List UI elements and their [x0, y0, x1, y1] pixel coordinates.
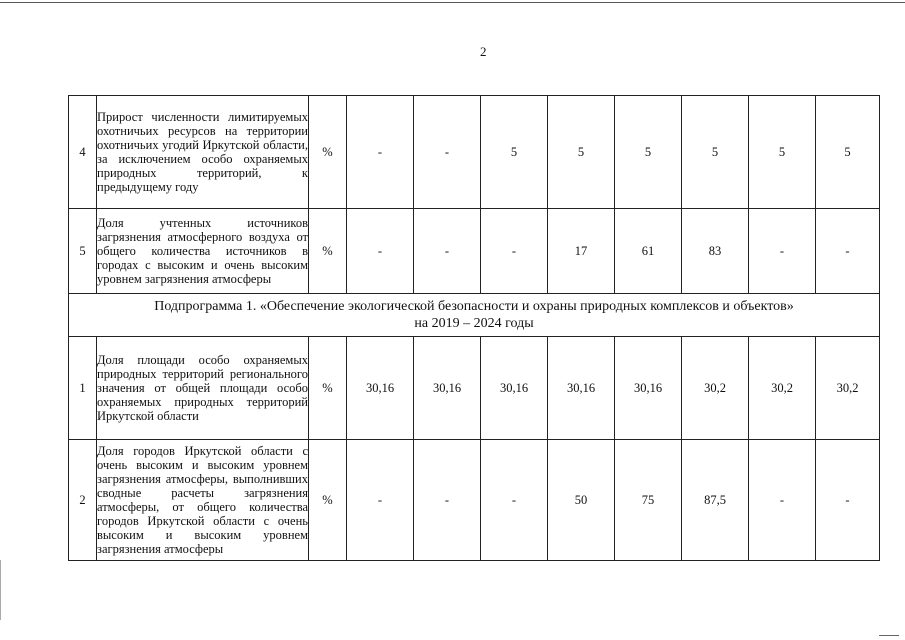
value-cell: - [481, 209, 548, 294]
value-cell: 30,16 [414, 337, 481, 440]
row-number: 2 [69, 440, 97, 561]
value-cell: 5 [682, 96, 749, 209]
indicators-table [68, 95, 880, 561]
table-row [69, 337, 880, 440]
indicator-name: Прирост численности лимитируемых охотничьих ресурсов на территории охотничьих угодий Иркутской области, за исключением особо охраняемых природных территорий, к предыдущему году [97, 96, 309, 209]
value-cell: 75 [615, 440, 682, 561]
value-cell: - [749, 209, 816, 294]
value-cell: 30,16 [481, 337, 548, 440]
value-cell: - [347, 440, 414, 561]
scan-corner-mark [879, 635, 899, 636]
value-cell: 61 [615, 209, 682, 294]
table-row [69, 96, 880, 209]
subprogram-title: Подпрограмма 1. «Обеспечение экологической безопасности и охраны природных комплексов и объектов» [154, 299, 794, 314]
indicator-name: Доля учтенных источников загрязнения атмосферного воздуха от общего количества источников в городах с высоким и очень высоким уровнем загрязнения атмосферы [97, 209, 309, 294]
value-cell: 5 [615, 96, 682, 209]
value-cell: - [347, 96, 414, 209]
indicator-name: Доля площади особо охраняемых природных территорий регионального значения от общей площади особо охраняемых природных территорий Иркутской области [97, 337, 309, 440]
indicator-name: Доля городов Иркутской области с очень высоким и высоким уровнем загрязнения атмосферы, выполнивших сводные расчеты загрязнения атмосферы, от общего количества городов Иркутской области с очень высоким и высоким уровнем загрязнения атмосферы [97, 440, 309, 561]
value-cell: - [481, 440, 548, 561]
row-number: 1 [69, 337, 97, 440]
value-cell: 5 [481, 96, 548, 209]
value-cell: - [347, 209, 414, 294]
table-row [69, 209, 880, 294]
value-cell: 30,16 [615, 337, 682, 440]
value-cell: 87,5 [682, 440, 749, 561]
unit-cell: % [309, 209, 347, 294]
value-cell: - [414, 96, 481, 209]
value-cell: 30,2 [816, 337, 880, 440]
value-cell: - [414, 440, 481, 561]
value-cell: - [414, 209, 481, 294]
scan-edge-mark [0, 560, 1, 620]
unit-cell: % [309, 96, 347, 209]
value-cell: 5 [749, 96, 816, 209]
value-cell: 83 [682, 209, 749, 294]
top-rule [0, 2, 905, 3]
value-cell: - [816, 440, 880, 561]
value-cell: 5 [548, 96, 615, 209]
value-cell: 17 [548, 209, 615, 294]
value-cell: 30,16 [347, 337, 414, 440]
value-cell: - [749, 440, 816, 561]
value-cell: - [816, 209, 880, 294]
subprogram-heading [69, 294, 880, 337]
value-cell: 30,2 [749, 337, 816, 440]
unit-cell: % [309, 440, 347, 561]
value-cell: 50 [548, 440, 615, 561]
page-number: 2 [480, 44, 487, 59]
subprogram-period: на 2019 – 2024 годы [414, 316, 534, 331]
row-number: 4 [69, 96, 97, 209]
value-cell: 5 [816, 96, 880, 209]
unit-cell: % [309, 337, 347, 440]
table-row [69, 440, 880, 561]
value-cell: 30,16 [548, 337, 615, 440]
row-number: 5 [69, 209, 97, 294]
value-cell: 30,2 [682, 337, 749, 440]
subprogram-row [69, 294, 880, 337]
